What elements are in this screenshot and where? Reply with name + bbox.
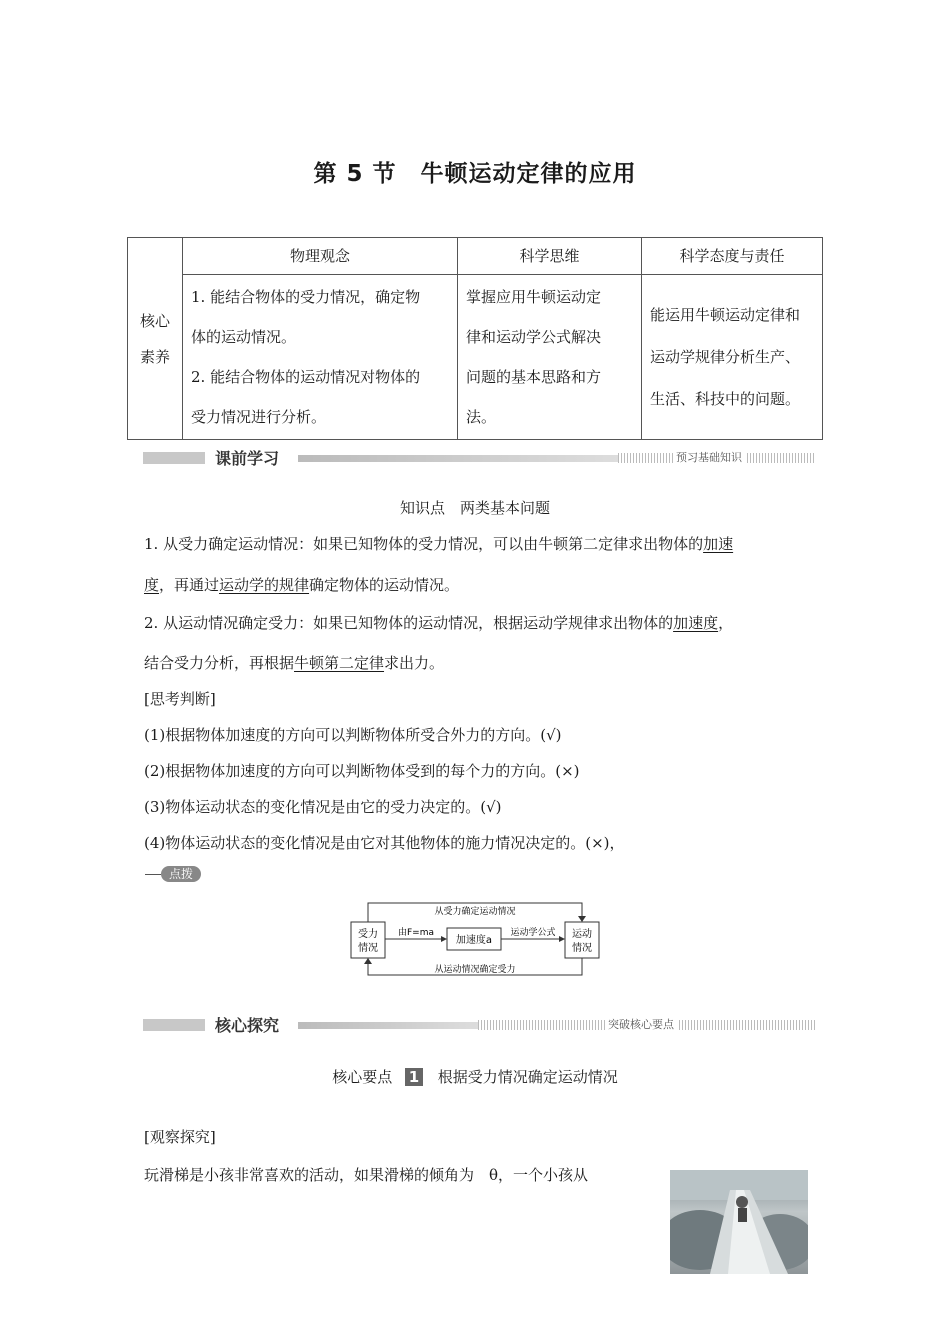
cell-scientific-thinking [458,275,642,440]
row-label-line: 素养 [139,347,170,366]
core-point-heading [0,1066,950,1087]
box-motion-text: 情况 [572,943,592,954]
row-label [128,238,183,440]
judgment-item: (3)物体运动状态的变化情况是由它的受力决定的。(√) [144,798,502,816]
paragraph-2-line-1 [144,612,733,633]
section-subtitle: 预习基础知识 [673,449,745,465]
tag-line [145,874,161,875]
text: 确定物体的运动情况。 [309,576,460,594]
slide-photo-illustration [670,1170,808,1274]
text: 结合受力分析，再根据 [144,654,295,672]
row-label-line: 核心 [139,311,170,330]
header-scientific-thinking: 科学思维 [458,238,642,275]
slide-photo [670,1170,808,1274]
relationship-diagram [345,895,605,983]
top-arrow-label: 从受力确定运动情况 [434,907,516,917]
judgment-item: (4)物体运动状态的变化情况是由它对其他物体的施力情况决定的。(×)， [144,834,625,852]
section-subtitle: 突破核心要点 [605,1016,677,1032]
page-title: 第 5 节 牛顿运动定律的应用 [313,161,637,187]
mid-right-arrow-head [559,936,565,942]
top-arrow-head [578,916,586,922]
bottom-arrow-head [364,958,372,964]
banner-gradient [298,1022,478,1029]
cell-line: 法。 [466,408,497,426]
section-title: 核心探究 [215,1016,280,1035]
cell-line: 受力情况进行分析。 [191,408,327,426]
box-force-text: 情况 [358,943,378,954]
observe-title: [观察探究] [144,1128,216,1146]
paragraph-1-line-2 [144,574,459,595]
banner-bar [143,452,205,464]
underlined-answer: 牛顿第二定律 [294,654,385,672]
cell-line: 体的运动情况。 [191,328,297,346]
think-judge-title: [思考判断] [144,690,216,708]
header-physics-concept: 物理观念 [183,238,458,275]
knowledge-point-title: 知识点 两类基本问题 [399,499,550,517]
section-banner-core [143,1017,815,1033]
core-point-text: 根据受力情况确定运动情况 [437,1068,618,1086]
section-title: 课前学习 [215,449,280,468]
mid-right-label: 运动学公式 [510,928,556,938]
cell-line: 2. 能结合物体的运动情况对物体的 [191,368,421,386]
cell-line: 问题的基本思路和方 [466,368,602,386]
box-acceleration-text: 加速度a [455,935,493,946]
text: ， [718,614,734,632]
core-literacy-table [127,237,823,440]
paragraph-1-line-1 [144,533,733,554]
judgment-item: (1)根据物体加速度的方向可以判断物体所受合外力的方向。(√) [144,726,562,744]
cell-line: 生活、科技中的问题。 [650,390,801,408]
underlined-answer: 度 [144,576,160,594]
cell-line: 律和运动学公式解决 [466,328,602,346]
cell-line: 能运用牛顿运动定律和 [650,306,801,324]
text: 1. 从受力确定运动情况：如果已知物体的受力情况，可以由牛顿第二定律求出物体的 [144,535,704,553]
tag-label: 点拨 [161,866,201,882]
header-attitude: 科学态度与责任 [642,238,823,275]
banner-gradient [298,455,618,462]
core-point-prefix: 核心要点 [332,1068,393,1086]
observe-paragraph: 玩滑梯是小孩非常喜欢的活动，如果滑梯的倾角为 θ，一个小孩从 [144,1166,589,1184]
banner-bar [143,1019,205,1031]
box-force-text: 受力 [358,929,378,940]
cell-line: 1. 能结合物体的受力情况，确定物 [191,288,421,306]
text: 2. 从运动情况确定受力：如果已知物体的运动情况，根据运动学规律求出物体的 [144,614,674,632]
underlined-answer: 运动学的规律 [219,576,310,594]
underlined-answer: 加速 [703,535,734,553]
box-motion-text: 运动 [572,929,592,940]
section-banner-preview [143,450,815,466]
paragraph-2-line-2 [144,652,444,673]
left-mid-arrow-head [441,936,447,942]
core-point-number-badge: 1 [405,1068,423,1086]
bottom-arrow-label: 从运动情况确定受力 [434,965,516,975]
judgment-item: (2)根据物体加速度的方向可以判断物体受到的每个力的方向。(×) [144,762,580,780]
cell-line: 运动学规律分析生产、 [650,348,801,366]
text: 求出力。 [384,654,445,672]
cell-line: 掌握应用牛顿运动定 [466,288,602,306]
underlined-answer: 加速度 [673,614,719,632]
cell-physics-concept [183,275,458,440]
text: ，再通过 [159,576,220,594]
cell-attitude [642,275,823,440]
left-mid-label: 由F=ma [397,928,435,938]
